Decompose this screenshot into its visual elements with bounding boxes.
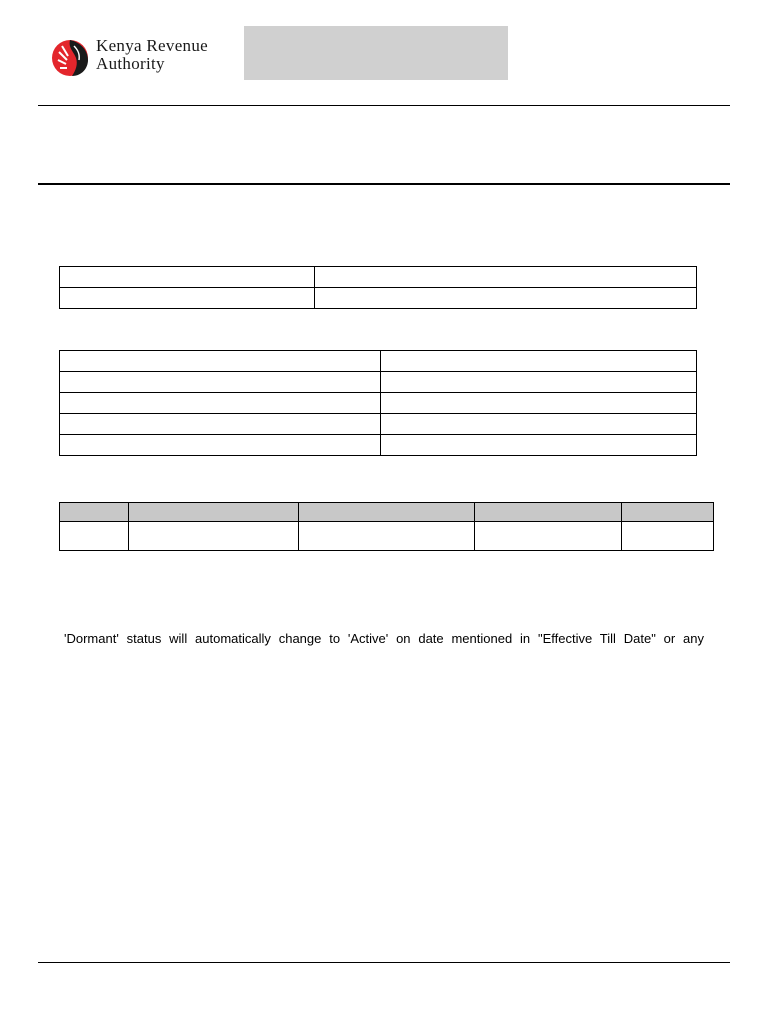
footer-divider [38,962,730,963]
table-header-cell [475,503,622,522]
header-placeholder-box [244,26,508,80]
table-cell [381,414,697,435]
table-cell [60,288,315,309]
table-header-cell [129,503,299,522]
table-header-cell [60,503,129,522]
logo-line-1: Kenya Revenue [96,36,208,55]
table-cell [315,288,697,309]
table-cell [129,522,299,551]
table-cell [60,372,381,393]
table-header-row [60,503,714,522]
title-divider [38,183,730,185]
dormant-status-notice: 'Dormant' status will automatically change to 'Active' on date mentioned in "Effective Till Date" or any [64,631,704,646]
table-cell [622,522,714,551]
table-row [60,393,697,414]
lion-emblem-icon [50,32,94,82]
table-row [60,414,697,435]
table-cell [475,522,622,551]
table-cell [315,267,697,288]
table-cell [60,414,381,435]
table-cell [381,351,697,372]
table-header-cell [299,503,475,522]
table-cell [60,435,381,456]
table-row [60,351,697,372]
table-row [60,372,697,393]
table-row [60,435,697,456]
table-row [60,267,697,288]
table-header-cell [622,503,714,522]
table-cell [60,351,381,372]
info-table-1 [59,266,697,309]
table-cell [60,267,315,288]
kra-logo [50,32,240,82]
info-table-2 [59,350,697,456]
table-cell [381,372,697,393]
table-cell [381,393,697,414]
table-cell [60,522,129,551]
table-cell [381,435,697,456]
table-cell [60,393,381,414]
logo-line-2: Authority [96,54,165,73]
status-table [59,502,714,551]
header-divider [38,105,730,106]
table-row [60,522,714,551]
table-row [60,288,697,309]
table-cell [299,522,475,551]
logo-wordmark [96,37,208,73]
